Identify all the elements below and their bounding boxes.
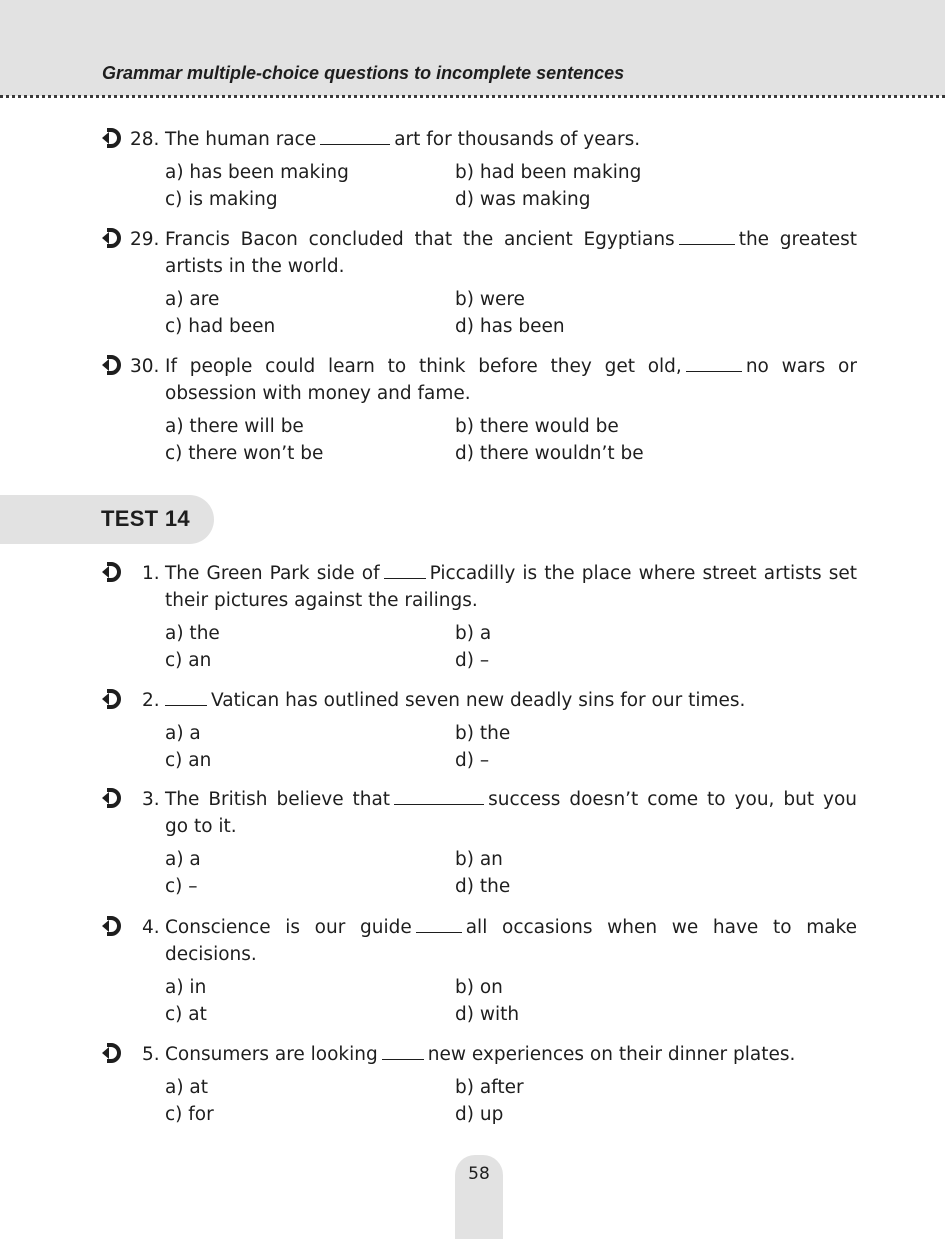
- question-text: [165, 786, 857, 840]
- answer-blank: [165, 687, 207, 706]
- answer-blank: [320, 126, 390, 145]
- option-a: a) the: [165, 623, 220, 644]
- option-a: a) there will be: [165, 416, 304, 437]
- option-a: a) has been making: [165, 162, 349, 183]
- option-c: c) there won’t be: [165, 443, 324, 464]
- option-d: d) up: [455, 1104, 504, 1125]
- option-d: d) there wouldn’t be: [455, 443, 644, 464]
- question-text: [165, 914, 857, 968]
- option-b: b) the: [455, 723, 511, 744]
- question-number: 28.: [130, 129, 160, 150]
- arrow-bullet-icon: [100, 561, 122, 583]
- question-text-after: success doesn’t come to you, but you go to it.: [165, 789, 857, 837]
- question-29: [100, 226, 857, 340]
- answer-blank: [679, 226, 735, 245]
- question-text-after: Piccadilly is the place where street artists set their pictures against the railings.: [165, 563, 858, 611]
- question-number: 29.: [130, 229, 160, 250]
- option-c: c) an: [165, 650, 212, 671]
- option-d: d) has been: [455, 316, 565, 337]
- option-a: a) in: [165, 977, 207, 998]
- question-text: [165, 687, 857, 714]
- option-d: d) was making: [455, 189, 591, 210]
- options-grid: [165, 286, 857, 340]
- question-text-after: all occasions when we have to make decisions.: [165, 917, 857, 965]
- question-text: [165, 560, 857, 614]
- question-text-before: Francis Bacon concluded that the ancient Egyptians: [165, 229, 675, 250]
- arrow-bullet-icon: [100, 688, 122, 710]
- arrow-bullet-icon: [100, 915, 122, 937]
- question-text-after: Vatican has outlined seven new deadly sins for our times.: [211, 690, 746, 711]
- option-c: c) at: [165, 1004, 207, 1025]
- options-grid: [165, 1074, 857, 1128]
- options-grid: [165, 159, 857, 213]
- question-number: 30.: [130, 356, 160, 377]
- options-grid: [165, 974, 857, 1028]
- answer-blank: [416, 914, 462, 933]
- option-b: b) an: [455, 849, 503, 870]
- arrow-bullet-icon: [100, 1042, 122, 1064]
- arrow-bullet-icon: [100, 127, 122, 149]
- question-number: 2.: [142, 690, 160, 711]
- page-number: 58: [468, 1164, 490, 1184]
- answer-blank: [382, 1041, 424, 1060]
- question-text-before: Consumers are looking: [165, 1044, 378, 1065]
- option-c: c) had been: [165, 316, 276, 337]
- option-c: c) is making: [165, 189, 278, 210]
- test-question-5: [100, 1041, 857, 1128]
- answer-blank: [686, 353, 742, 372]
- question-28: [100, 126, 857, 213]
- test-question-3: [100, 786, 857, 900]
- option-a: a) at: [165, 1077, 209, 1098]
- options-grid: [165, 720, 857, 774]
- option-b: b) a: [455, 623, 492, 644]
- arrow-bullet-icon: [100, 787, 122, 809]
- option-c: c) an: [165, 750, 212, 771]
- question-number: 3.: [142, 789, 160, 810]
- option-d: d) with: [455, 1004, 520, 1025]
- arrow-bullet-icon: [100, 354, 122, 376]
- option-c: c) –: [165, 876, 198, 897]
- answer-blank: [384, 560, 426, 579]
- option-d: d) –: [455, 750, 490, 771]
- options-grid: [165, 620, 857, 674]
- test-title: TEST 14: [101, 506, 190, 531]
- option-b: b) had been making: [455, 162, 642, 183]
- option-a: a) are: [165, 289, 220, 310]
- option-a: a) a: [165, 849, 201, 870]
- question-text: [165, 1041, 857, 1068]
- question-text-after: no wars or obsession with money and fame.: [165, 356, 857, 404]
- option-b: b) there would be: [455, 416, 619, 437]
- question-text-before: If people could learn to think before they get old,: [165, 356, 682, 377]
- option-b: b) on: [455, 977, 503, 998]
- question-30: [100, 353, 857, 467]
- option-b: b) were: [455, 289, 525, 310]
- arrow-bullet-icon: [100, 227, 122, 249]
- question-text-after: the greatest artists in the world.: [165, 229, 857, 277]
- option-d: d) –: [455, 650, 490, 671]
- question-number: 4.: [142, 917, 160, 938]
- question-text-before: The British believe that: [165, 789, 391, 810]
- question-text: [165, 353, 857, 407]
- question-text-before: The Green Park side of: [165, 563, 380, 584]
- question-number: 1.: [142, 563, 160, 584]
- options-grid: [165, 413, 857, 467]
- options-grid: [165, 846, 857, 900]
- question-number: 5.: [142, 1044, 160, 1065]
- question-text-before: Conscience is our guide: [165, 917, 412, 938]
- option-b: b) after: [455, 1077, 524, 1098]
- test-question-4: [100, 914, 857, 1028]
- question-text-after: art for thousands of years.: [394, 129, 641, 150]
- test-question-1: [100, 560, 857, 674]
- answer-blank: [394, 786, 484, 805]
- option-d: d) the: [455, 876, 511, 897]
- header-title: Grammar multiple-choice questions to incomplete sentences: [102, 63, 625, 83]
- test-question-2: [100, 687, 857, 774]
- question-text: [165, 226, 857, 280]
- option-c: c) for: [165, 1104, 214, 1125]
- header-divider: [0, 95, 945, 98]
- option-a: a) a: [165, 723, 201, 744]
- question-text-before: The human race: [165, 129, 317, 150]
- question-text-after: new experiences on their dinner plates.: [427, 1044, 796, 1065]
- question-text: [165, 126, 857, 153]
